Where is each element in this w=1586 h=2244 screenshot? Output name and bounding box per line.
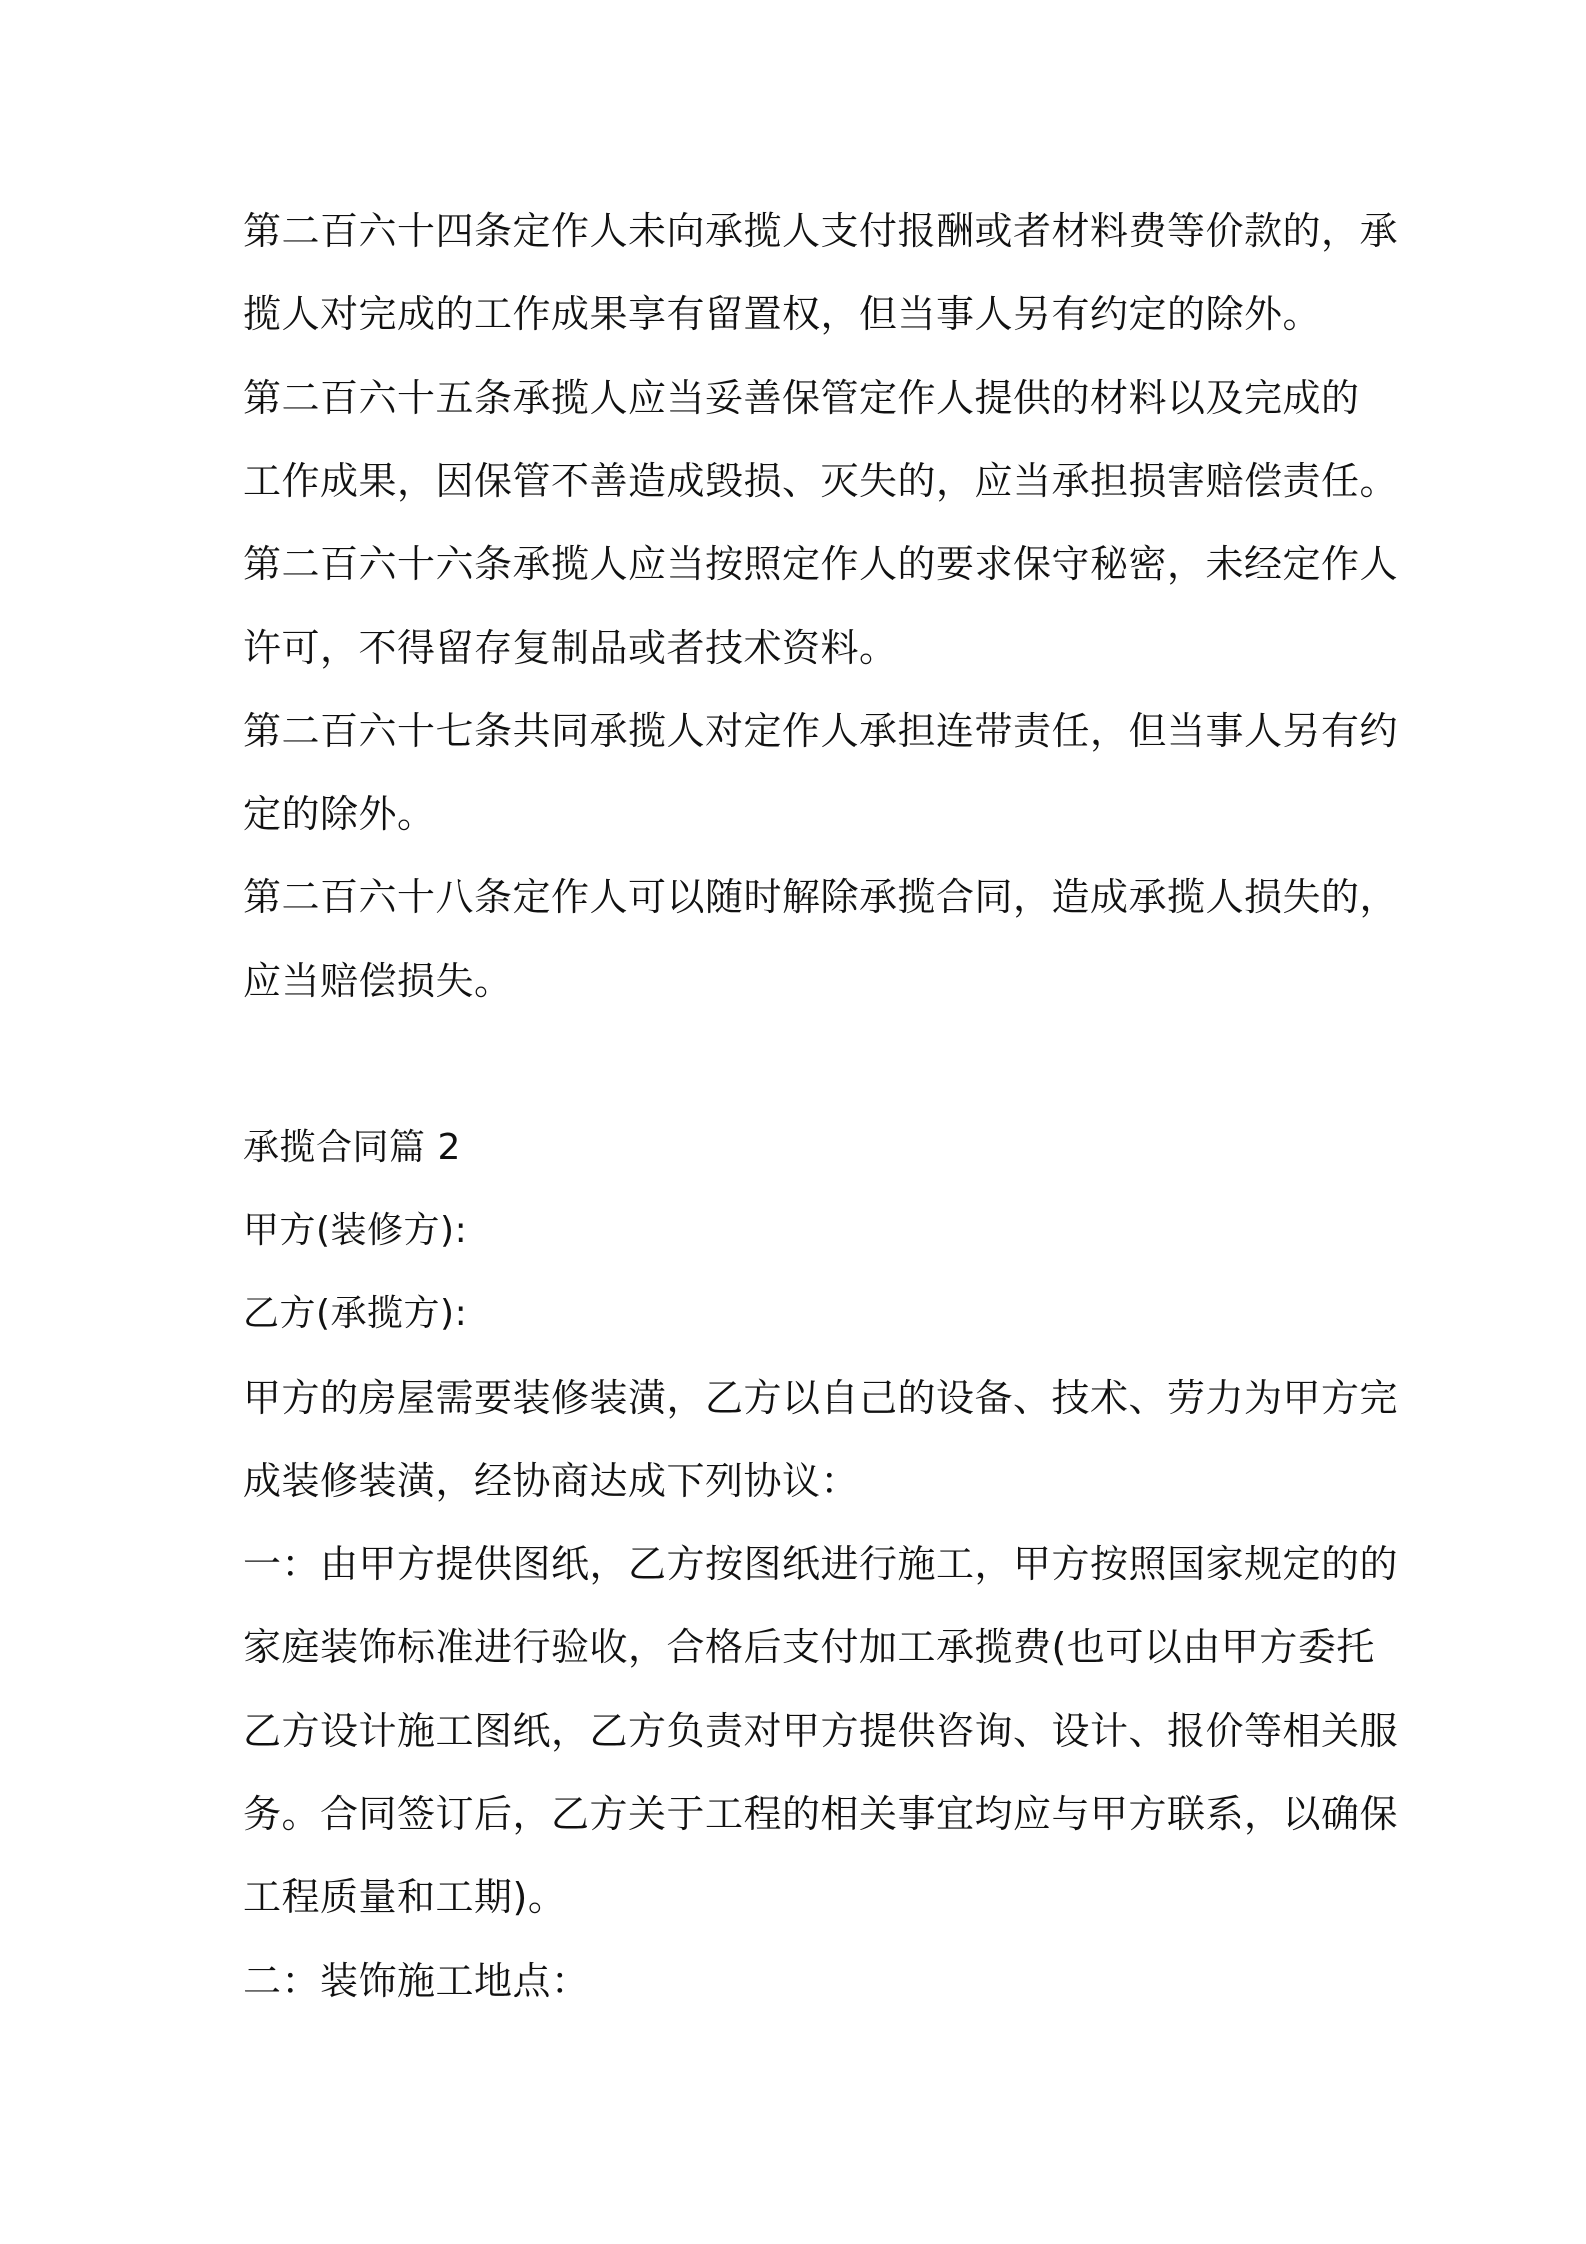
text-line: 第二百六十七条共同承揽人对定作人承担连带责任，但当事人另有约 — [243, 709, 1399, 753]
text-line: 务。合同签订后，乙方关于工程的相关事宜均应与甲方联系，以确保 — [243, 1792, 1399, 1836]
text-line: 二：装饰施工地点： — [243, 1959, 590, 2003]
text-line: 乙方设计施工图纸，乙方负责对甲方提供咨询、设计、报价等相关服 — [243, 1709, 1399, 1753]
party-b-label: 乙方(承揽方): — [243, 1293, 468, 1334]
text-line: 家庭装饰标准进行验收，合格后支付加工承揽费(也可以由甲方委托 — [243, 1625, 1375, 1669]
text-line: 工程质量和工期)。 — [243, 1875, 567, 1919]
text-line: 许可，不得留存复制品或者技术资料。 — [243, 626, 898, 670]
text-line: 第二百六十四条定作人未向承揽人支付报酬或者材料费等价款的，承 — [243, 209, 1399, 253]
text-line: 成装修装潢，经协商达成下列协议： — [243, 1459, 860, 1503]
section-title: 承揽合同篇 2 — [243, 1127, 461, 1168]
text-line: 甲方的房屋需要装修装潢，乙方以自己的设备、技术、劳力为甲方完 — [243, 1376, 1399, 1420]
text-line: 定的除外。 — [243, 792, 436, 836]
text-line: 第二百六十六条承揽人应当按照定作人的要求保守秘密，未经定作人 — [243, 542, 1399, 586]
text-line: 第二百六十八条定作人可以随时解除承揽合同，造成承揽人损失的， — [243, 875, 1399, 919]
text-line: 工作成果，因保管不善造成毁损、灭失的，应当承担损害赔偿责任。 — [243, 459, 1399, 503]
text-line: 应当赔偿损失。 — [243, 959, 513, 1003]
party-a-label: 甲方(装修方): — [243, 1210, 468, 1251]
text-line: 第二百六十五条承揽人应当妥善保管定作人提供的材料以及完成的 — [243, 376, 1360, 420]
text-line: 一：由甲方提供图纸，乙方按图纸进行施工，甲方按照国家规定的的 — [243, 1542, 1399, 1586]
text-line: 揽人对完成的工作成果享有留置权，但当事人另有约定的除外。 — [243, 292, 1322, 336]
